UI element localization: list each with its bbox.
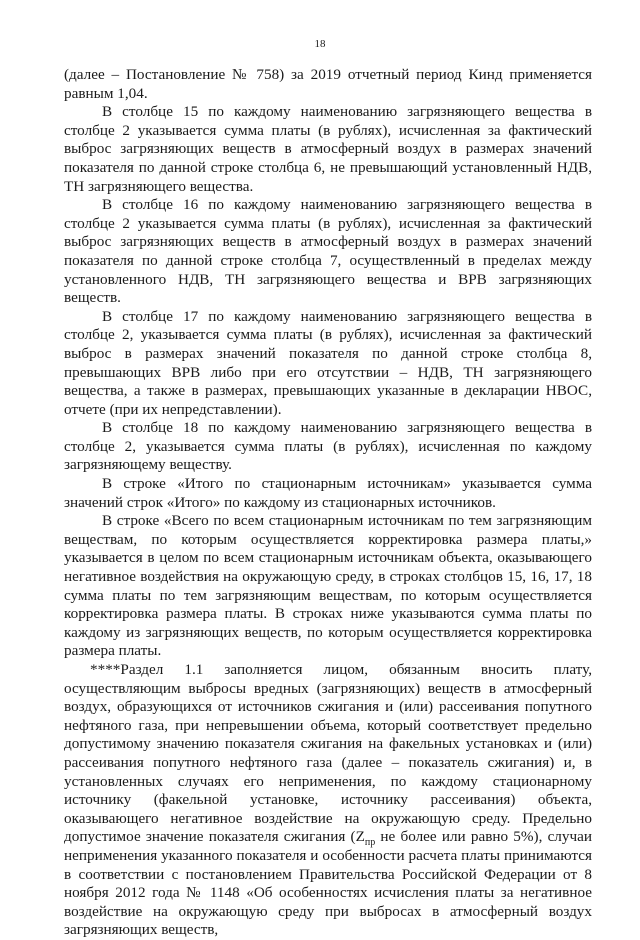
paragraph-column-17: В столбце 17 по каждому наименованию загрязняющего вещества в столбце 2, указывается сумма платы (в рублях), исчисленная за фактический выброс в размерах значений показателя по данной строке столбца 8, превышающих ВРВ либо при его отсутствии – НДВ, ТН загрязняющего вещества, а также в размерах, превышающих указанные в декларации НВОС, отчете (при их непредставлении).: [64, 307, 592, 418]
paragraph-column-16: В столбце 16 по каждому наименованию загрязняющего вещества в столбце 2 указывается сумма платы (в рублях), исчисленная за фактический выброс загрязняющих веществ в атмосферный воздух в размерах значений показателя по данной строке столбца 7, осуществленный в пределах между установленного НДВ, ТН загрязняющего вещества и ВРВ загрязняющих веществ.: [64, 196, 592, 307]
subscript-pr: пр: [364, 837, 376, 849]
page-number: 18: [314, 38, 326, 50]
paragraph-total-stationary: В строке «Итого по стационарным источникам» указывается сумма значений строк «Итого» по каждому из стационарных источников.: [64, 475, 592, 511]
paragraph-section-1-1: [64, 661, 592, 940]
paragraph-column-18: В столбце 18 по каждому наименованию загрязняющего вещества в столбце 2, указывается сумма платы (в рублях), исчисленная по каждому загрязняющему веществу.: [64, 419, 592, 474]
paragraph-column-15: В столбце 15 по каждому наименованию загрязняющего вещества в столбце 2 указывается сумма платы (в рублях), исчисленная за фактический выброс загрязняющих веществ в атмосферный воздух в размерах значений показателя по данной строке столбца 6, не превышающий установленный НДВ, ТН загрязняющего вещества.: [64, 103, 592, 195]
section-text-part-2: не более или равно 5%), случаи неприменения указанного показателя и особенности расчета платы принимаются в соответствии с постановлением Правительства Российской Федерации от 8 ноября 2012 года № 1148 «Об особенностях исчисления платы за негативное воздействие на окружающую среду при выбросах в атмосферный воздух загрязняющих веществ,: [64, 828, 592, 939]
paragraph-continuation: (далее – Постановление № 758) за 2019 отчетный период Кинд применяется равным 1,04.: [64, 66, 592, 102]
document-body: [64, 66, 592, 940]
paragraph-grand-total: В строке «Всего по всем стационарным источникам по тем загрязняющим веществам, по которым осуществляется корректировка размера платы,» указывается в целом по всем стационарным источникам объекта, оказывающего негативное воздействия на окружающую среду, в строках столбцов 15, 16, 17, 18 сумма платы по тем загрязняющим веществам, по которым осуществляется корректировка размера платы. В строках ниже указываются сумма платы по каждому из загрязняющих веществ, по которым осуществляется корректировка размера платы.: [64, 512, 592, 660]
section-text-part-1: ****Раздел 1.1 заполняется лицом, обязанным вносить плату, осуществляющим выбросы вредных (загрязняющих) веществ в атмосферный воздух, образующихся от источников сжигания и (или) рассеивания попутного нефтяного газа, при непревышении объема, который соответствует предельно допустимому значению показателя сжигания на факельных установках и (или) рассеивания попутного нефтяного газа (далее – показатель сжигания) и, в установленных случаях его неприменения, по каждому стационарному источнику (факельной установке, источнику рассеивания) объекта, оказывающего негативное воздействие на окружающую среду. Предельно допустимое значение показателя сжигания (Z: [64, 661, 592, 846]
